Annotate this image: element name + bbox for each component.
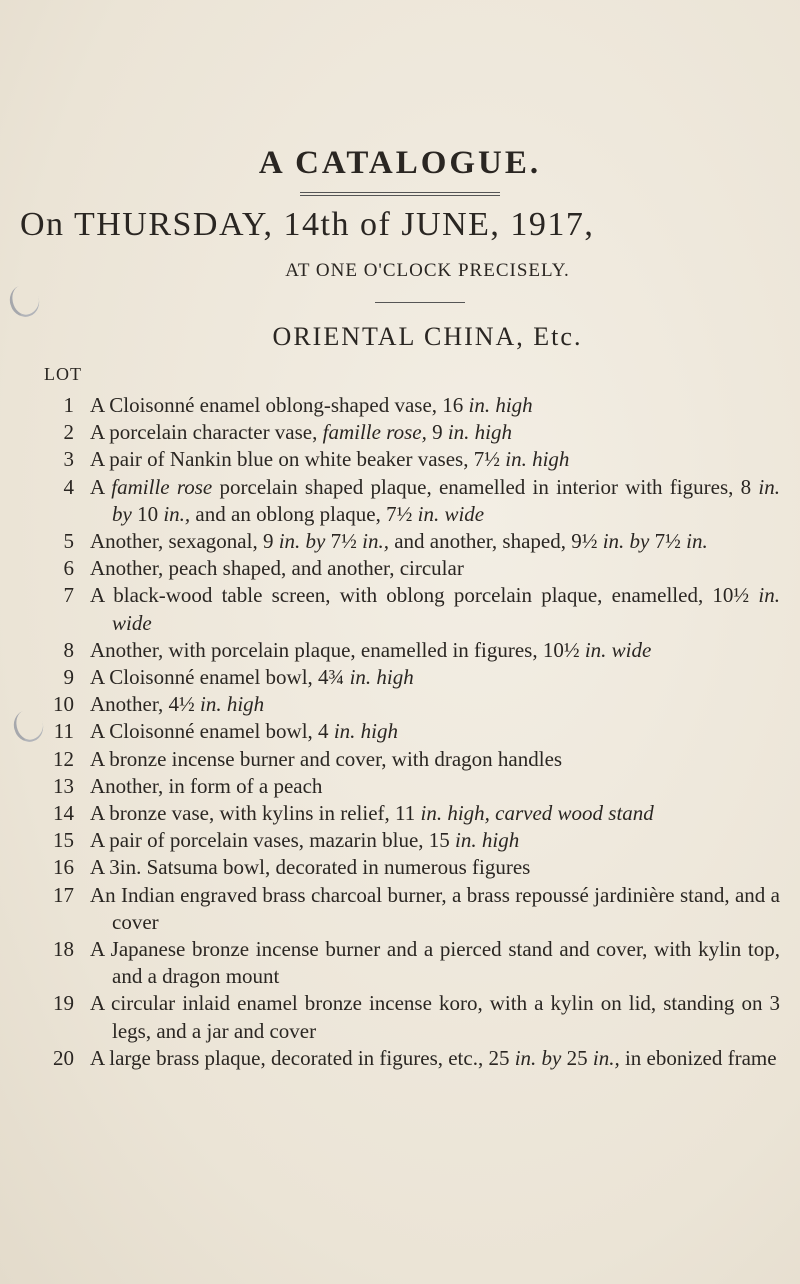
lot-description [90,446,780,473]
lot-number: 15 [53,828,74,853]
lot-description-text: in., [592,1045,620,1070]
lot-description-text: famille rose, [322,420,427,445]
lot-description [90,936,780,990]
lot-description [90,555,780,582]
page-title: A CATALOGUE. [258,145,542,181]
lot-item [0,854,800,881]
lot-number: 3 [63,447,74,472]
lot-description-text: in. high [468,393,533,417]
lot-description-text: A [90,474,112,499]
lot-number: 1 [63,393,74,417]
lot-number: 20 [53,1045,74,1070]
lot-description-text: 25 [561,1045,593,1070]
lot-description-text: A Japanese bronze incense burner and a pierced stand and cover, with kylin top, and a dragon mount [90,937,780,989]
lot-description-text: An Indian engraved brass charcoal burner, a brass repoussé jardinière stand, and a cover [90,882,780,934]
lot-item [0,773,800,800]
lot-description [90,392,780,419]
lot-number: 8 [63,637,74,662]
lot-number: 16 [53,855,74,880]
lot-item [0,664,800,691]
lot-number: 5 [63,529,74,554]
lot-description-text: A large brass plaque, decorated in figures, etc., 25 [90,1045,515,1070]
lot-description-text: porcelain shaped plaque, enamelled in interior with figures, 8 [212,474,759,499]
lot-description-text: and an oblong plaque, 7½ [190,501,418,526]
lot-item [0,691,800,718]
lot-number: 13 [53,773,74,798]
lot-item [0,1045,800,1072]
lot-description-text: A pair of Nankin blue on white beaker vases, 7½ [90,447,506,472]
lot-list [0,392,800,1072]
lot-item [0,882,800,936]
lot-item [0,718,800,745]
lot-description [90,746,780,773]
section-heading: ORIENTAL CHINA, Etc. [272,322,583,351]
lot-item [0,582,800,636]
lot-number: 19 [53,991,74,1016]
lot-description-text: Another, peach shaped, and another, circular [90,556,464,581]
lot-description-text: A 3in. Satsuma bowl, decorated in numerous figures [90,855,531,880]
lot-item [0,936,800,990]
lot-column-label: LOT [44,364,82,384]
lot-description [90,773,780,800]
lot-description-text: and another, shaped, 9½ [388,529,603,554]
lot-number: 11 [53,719,74,744]
lot-description-text: A Cloisonné enamel oblong-shaped vase, 16 [90,393,469,417]
auction-time: AT ONE O'CLOCK PRECISELY. [285,260,570,281]
lot-item [0,746,800,773]
lot-description-text: Another, 4½ [90,692,200,717]
lot-description-text: in. high [349,665,414,690]
lot-number: 14 [53,801,74,826]
lot-item [0,528,800,555]
lot-description-text: A Cloisonné enamel bowl, 4 [90,719,334,744]
lot-number: 9 [63,665,74,690]
lot-description-text: in. [686,529,708,554]
lot-description-text: A bronze vase, with kylins in relief, 11 [90,801,421,826]
lot-description-text: 7½ [325,529,363,554]
lot-description-text: Another, sexagonal, 9 [90,529,279,554]
lot-description [90,882,780,936]
lot-description-text: A pair of porcelain vases, mazarin blue, 15 [90,828,456,853]
lot-description-text: 9 [426,420,448,445]
lot-description-text: 10 [131,501,164,526]
lot-description [90,664,780,691]
lot-number: 17 [53,882,74,907]
lot-description [90,827,780,854]
lot-description [90,637,780,664]
lot-item [0,990,800,1044]
lot-description-text: in. high [505,447,570,472]
lot-description-text: in. high [447,420,513,445]
lot-description-text: in. by [112,474,780,526]
lot-description [90,990,780,1044]
lot-description-text: famille rose [111,474,213,499]
lot-description-text: Another, in form of a peach [90,773,323,798]
lot-description-text: in. high, carved wood stand [420,801,654,826]
lot-description [90,419,780,446]
lot-number: 4 [63,474,74,499]
lot-description-text: A porcelain character vase, [90,420,323,445]
lot-description [90,474,780,528]
lot-description-text: in. wide [584,637,652,662]
lot-description-text: in. by [514,1045,562,1070]
lot-description-text: in. by [602,529,650,554]
lot-item [0,800,800,827]
lot-description-text: in., [362,529,389,554]
lot-description [90,582,780,636]
lot-number: 18 [53,937,74,962]
lot-description-text: A bronze incense burner and cover, with dragon handles [90,746,563,771]
lot-description [90,1045,780,1072]
lot-item [0,446,800,473]
lot-description-text: in. wide [112,583,780,635]
lot-description [90,800,780,827]
binding-mark [5,281,43,321]
lot-description-text: in. high [455,828,520,853]
lot-item [0,474,800,528]
lot-item [0,392,800,419]
lot-description-text: Another, with porcelain plaque, enamelled in figures, 10½ [90,637,585,662]
lot-description-text: in ebonized frame [619,1045,777,1070]
lot-number: 12 [53,746,74,771]
lot-description-text: in. by [278,529,326,554]
lot-description [90,691,780,718]
lot-number: 2 [63,420,74,445]
lot-description-text: in., [163,501,191,526]
lot-number: 6 [63,556,74,581]
title-divider [300,192,500,196]
lot-item [0,637,800,664]
lot-description-text: in. wide [417,501,485,526]
lot-description-text: A black-wood table screen, with oblong porcelain plaque, enamelled, 10½ [90,583,759,608]
lot-description [90,528,780,555]
lot-item [0,555,800,582]
lot-number: 10 [53,692,74,717]
lot-description-text: A circular inlaid enamel bronze incense koro, with a kylin on lid, standing on 3 legs, and a jar and cover [90,991,780,1043]
lot-description-text: in. high [199,692,265,717]
lot-item [0,419,800,446]
lot-description-text: in. high [333,719,398,744]
section-divider [375,302,465,303]
lot-number: 7 [63,583,74,608]
lot-description [90,854,780,881]
lot-description [90,718,780,745]
lot-item [0,827,800,854]
lot-description-text: 7½ [649,529,687,554]
lot-description-text: A Cloisonné enamel bowl, 4¾ [90,665,350,690]
auction-date: On THURSDAY, 14th of JUNE, 1917, [20,206,595,243]
